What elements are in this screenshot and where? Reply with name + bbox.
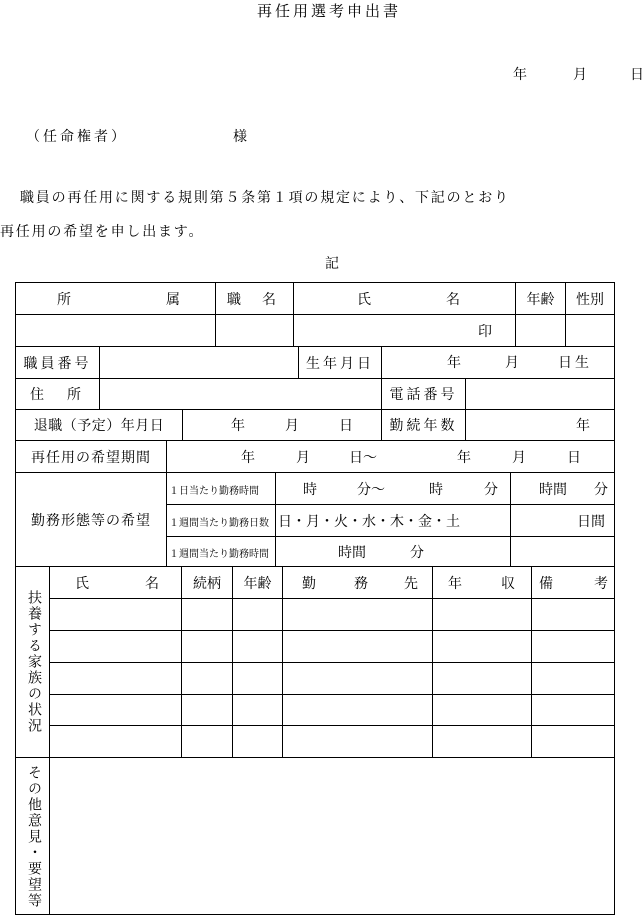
name-header-b: 名 [446,292,460,308]
daily-end-hour: 時 [429,482,443,498]
weekday-options: 日・月・火・水・木・金・土 [278,514,460,530]
desired-period-label: 再任用の希望期間 [31,449,151,466]
employer-header-c: 先 [404,576,418,592]
family-age-header: 年齢 [243,575,272,592]
family-name-header-a: 氏 [75,576,89,592]
body-line-2: 再任用の希望を申し出ます。 [0,224,205,240]
weekly-minutes-unit: 分 [410,545,424,561]
date-month-label: 月 [573,67,587,83]
years-of-service-label: 勤続年数 [389,418,458,434]
income-header-a: 年 [448,576,462,592]
age-header: 年齢 [526,291,555,308]
date-day-label: 日 [630,67,644,83]
birth-month-label: 月 [505,355,519,371]
period-end-day: 日 [567,450,581,466]
period-start-year: 年 [241,450,255,466]
position-header-b: 名 [262,292,276,308]
weekly-hours-unit: 時間 [338,545,366,561]
family-name-header-b: 名 [145,576,159,592]
weekly-days-unit: 日間 [577,514,605,530]
period-start-day: 日～ [349,450,377,466]
sex-header: 性別 [576,291,604,308]
page-title: 再任用選考申出書 [257,2,402,20]
weekly-hours-label: １週間当たり勤務時間 [169,549,269,560]
retire-day-label: 日 [339,418,353,434]
period-start-month: 月 [296,450,310,466]
remarks-header-b: 考 [594,576,608,592]
period-end-year: 年 [457,450,471,466]
position-header-a: 職 [227,292,241,308]
remarks-header-a: 備 [539,576,553,592]
relationship-header: 続柄 [193,575,221,592]
retire-month-label: 月 [285,418,299,434]
phone-label: 電話番号 [389,387,458,403]
staff-number-label: 職員番号 [23,355,92,372]
work-style-label: 勤務形態等の希望 [31,512,151,529]
weekly-days-label: １週間当たり勤務日数 [169,518,269,529]
seal-mark: 印 [478,324,492,340]
daily-hours-label: １日当たり勤務時間 [169,486,259,497]
birthdate-label: 生年月日 [306,355,374,372]
address-label-b: 所 [67,387,81,403]
daily-start-hour: 時 [303,482,317,498]
daily-total-hours: 時間 [539,482,567,498]
ki-label: 記 [325,256,339,272]
date-year-label: 年 [513,67,527,83]
employer-header-a: 勤 [302,576,316,592]
birth-year-label: 年 [447,355,461,371]
other-opinions-label: その他意見・要望等 [26,765,42,909]
income-header-b: 収 [501,576,515,592]
retirement-date-label: 退職（予定）年月日 [33,418,165,434]
retire-year-label: 年 [231,418,245,434]
service-years-unit: 年 [576,418,590,434]
name-header-a: 氏 [357,292,371,308]
address-label-a: 住 [30,387,44,403]
birth-day-label: 日生 [558,355,592,371]
honorific: 様 [233,129,247,145]
body-line-1: 職員の再任用に関する規則第５条第１項の規定により、下記のとおり [20,190,510,206]
period-end-month: 月 [512,450,526,466]
daily-total-minutes: 分 [594,482,608,498]
affiliation-header-a: 所 [57,292,71,308]
dependents-label: 扶養する家族の状況 [26,590,42,734]
daily-end-minute: 分 [484,482,498,498]
daily-start-minute: 分～ [357,482,385,498]
affiliation-header-b: 属 [166,292,180,308]
appointing-authority: （任命権者） [26,129,128,145]
employer-header-b: 務 [354,576,368,592]
